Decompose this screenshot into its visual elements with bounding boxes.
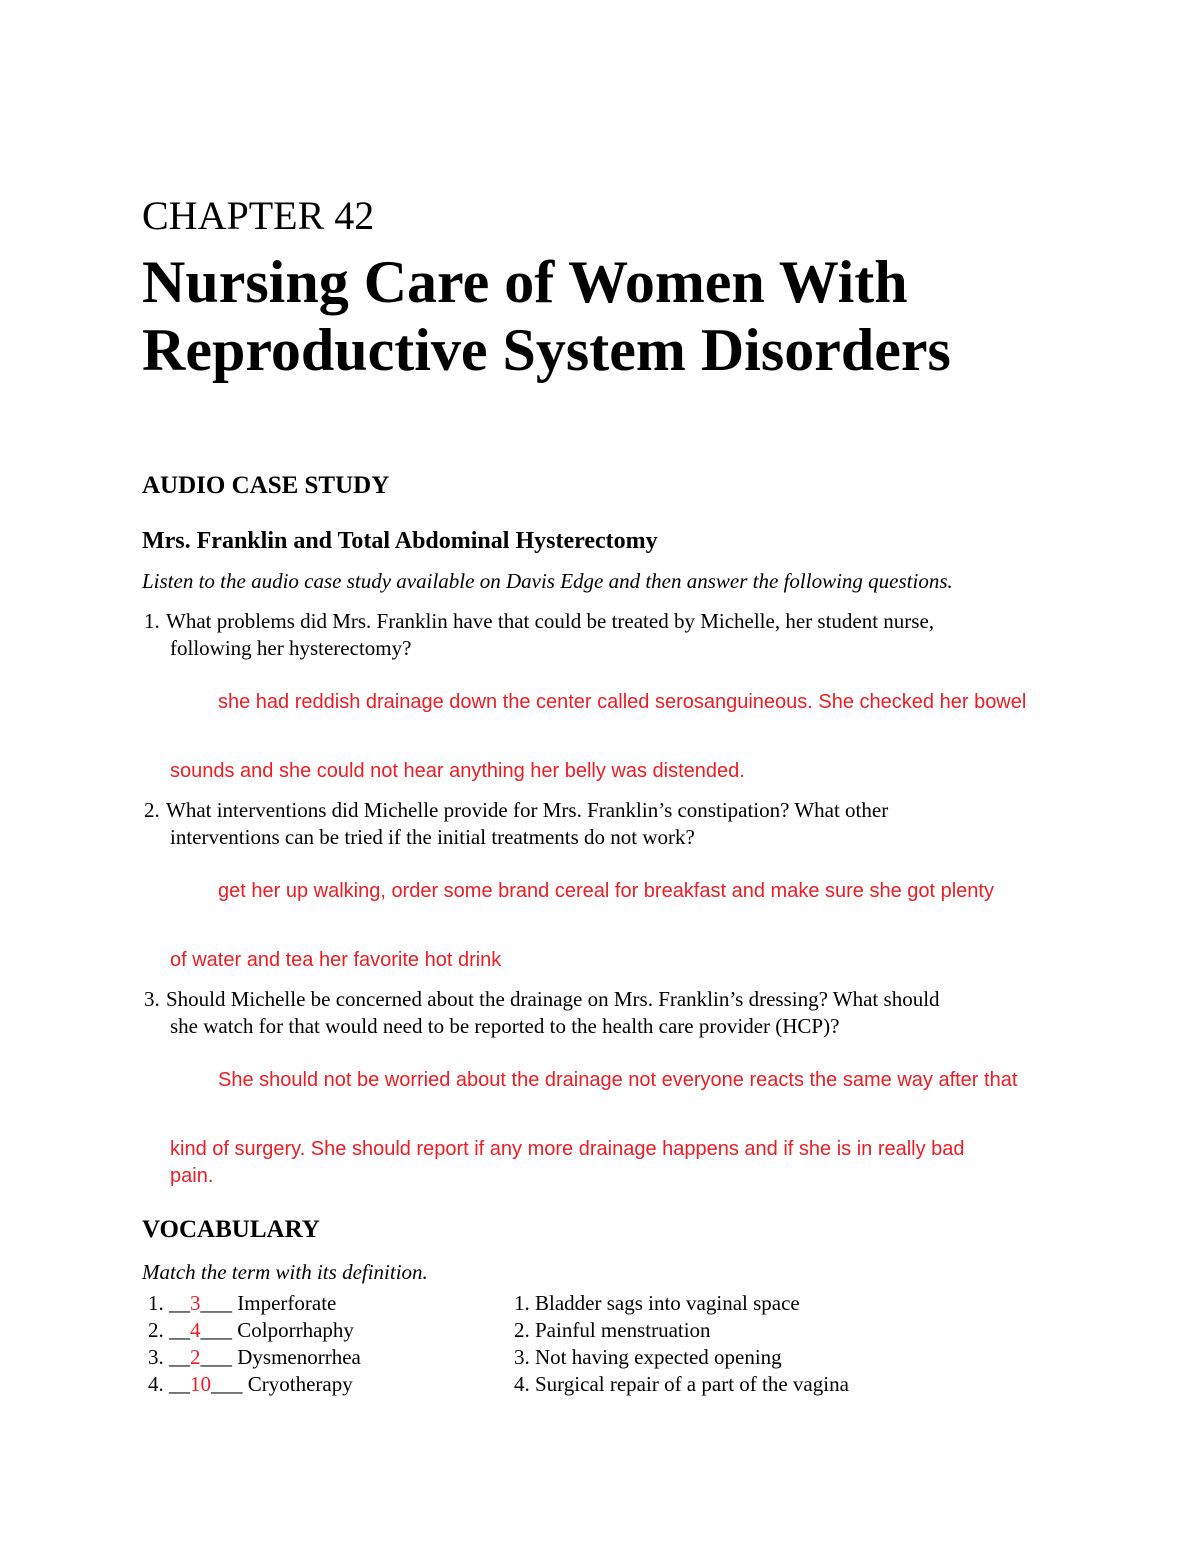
question-1-number: 1. xyxy=(144,609,160,633)
question-1-line-2: following her hysterectomy? xyxy=(170,636,412,660)
answer-2-line-1: get her up walking, order some brand cereal for breakfast and make sure she got plenty xyxy=(218,880,994,902)
term-number: 2. xyxy=(148,1318,164,1342)
answer-blank[interactable]: __4___ xyxy=(169,1318,232,1342)
answer-blank[interactable]: __3___ xyxy=(169,1291,232,1315)
term-number: 3. xyxy=(148,1345,164,1369)
page-title-line-1: Nursing Care of Women With xyxy=(142,249,908,315)
vocabulary-heading: VOCABULARY xyxy=(142,1216,320,1243)
term-answer: 3 xyxy=(190,1291,201,1315)
case-study-subheading: Mrs. Franklin and Total Abdominal Hysterectomy xyxy=(142,528,658,554)
term-row xyxy=(148,1347,361,1368)
definition-row xyxy=(514,1293,800,1314)
definition-row xyxy=(514,1347,782,1368)
term-number: 1. xyxy=(148,1291,164,1315)
question-2-line-2: interventions can be tried if the initial treatments do not work? xyxy=(170,825,695,849)
term-label: Dysmenorrhea xyxy=(237,1345,361,1369)
term-number: 4. xyxy=(148,1372,164,1396)
term-row xyxy=(148,1374,353,1395)
vocabulary-instructions: Match the term with its definition. xyxy=(142,1260,428,1284)
case-study-instructions: Listen to the audio case study available on Davis Edge and then answer the following questions. xyxy=(142,569,953,593)
definition-row xyxy=(514,1320,711,1341)
definition-text: Painful menstruation xyxy=(535,1318,711,1342)
definition-row xyxy=(514,1374,849,1395)
question-2-line-1: What interventions did Michelle provide for Mrs. Franklin’s constipation? What other xyxy=(166,798,889,822)
answer-1-line-2: sounds and she could not hear anything her belly was distended. xyxy=(170,760,745,782)
question-1-line-1: What problems did Mrs. Franklin have that could be treated by Michelle, her student nurse, xyxy=(166,609,935,633)
audio-case-study-heading: AUDIO CASE STUDY xyxy=(142,472,390,499)
answer-2-line-2: of water and tea her favorite hot drink xyxy=(170,949,502,971)
definition-text: Not having expected opening xyxy=(535,1345,782,1369)
definition-text: Bladder sags into vaginal space xyxy=(535,1291,800,1315)
term-answer: 4 xyxy=(190,1318,201,1342)
chapter-label: CHAPTER 42 xyxy=(142,193,375,238)
definition-number: 3. xyxy=(514,1345,530,1369)
term-label: Cryotherapy xyxy=(247,1372,353,1396)
answer-3-line-3: pain. xyxy=(170,1165,214,1187)
definition-number: 1. xyxy=(514,1291,530,1315)
answer-3-line-1: She should not be worried about the drainage not everyone reacts the same way after that xyxy=(218,1069,1018,1091)
page-title-line-2: Reproductive System Disorders xyxy=(142,317,951,383)
question-3-line-2: she watch for that would need to be reported to the health care provider (HCP)? xyxy=(170,1014,840,1038)
answer-3-line-2: kind of surgery. She should report if any more drainage happens and if she is in really bad xyxy=(170,1138,965,1160)
definition-text: Surgical repair of a part of the vagina xyxy=(535,1372,849,1396)
question-2-number: 2. xyxy=(144,798,160,822)
definition-number: 4. xyxy=(514,1372,530,1396)
answer-blank[interactable]: __10___ xyxy=(169,1372,243,1396)
term-label: Imperforate xyxy=(237,1291,337,1315)
question-3-line-1: Should Michelle be concerned about the drainage on Mrs. Franklin’s dressing? What should xyxy=(166,987,940,1011)
term-answer: 2 xyxy=(190,1345,201,1369)
answer-blank[interactable]: __2___ xyxy=(169,1345,232,1369)
term-row xyxy=(148,1320,354,1341)
term-answer: 10 xyxy=(190,1372,211,1396)
term-label: Colporrhaphy xyxy=(237,1318,354,1342)
definition-number: 2. xyxy=(514,1318,530,1342)
answer-1-line-1: she had reddish drainage down the center called serosanguineous. She checked her bowel xyxy=(218,691,1027,713)
term-row xyxy=(148,1293,336,1314)
question-3-number: 3. xyxy=(144,987,160,1011)
